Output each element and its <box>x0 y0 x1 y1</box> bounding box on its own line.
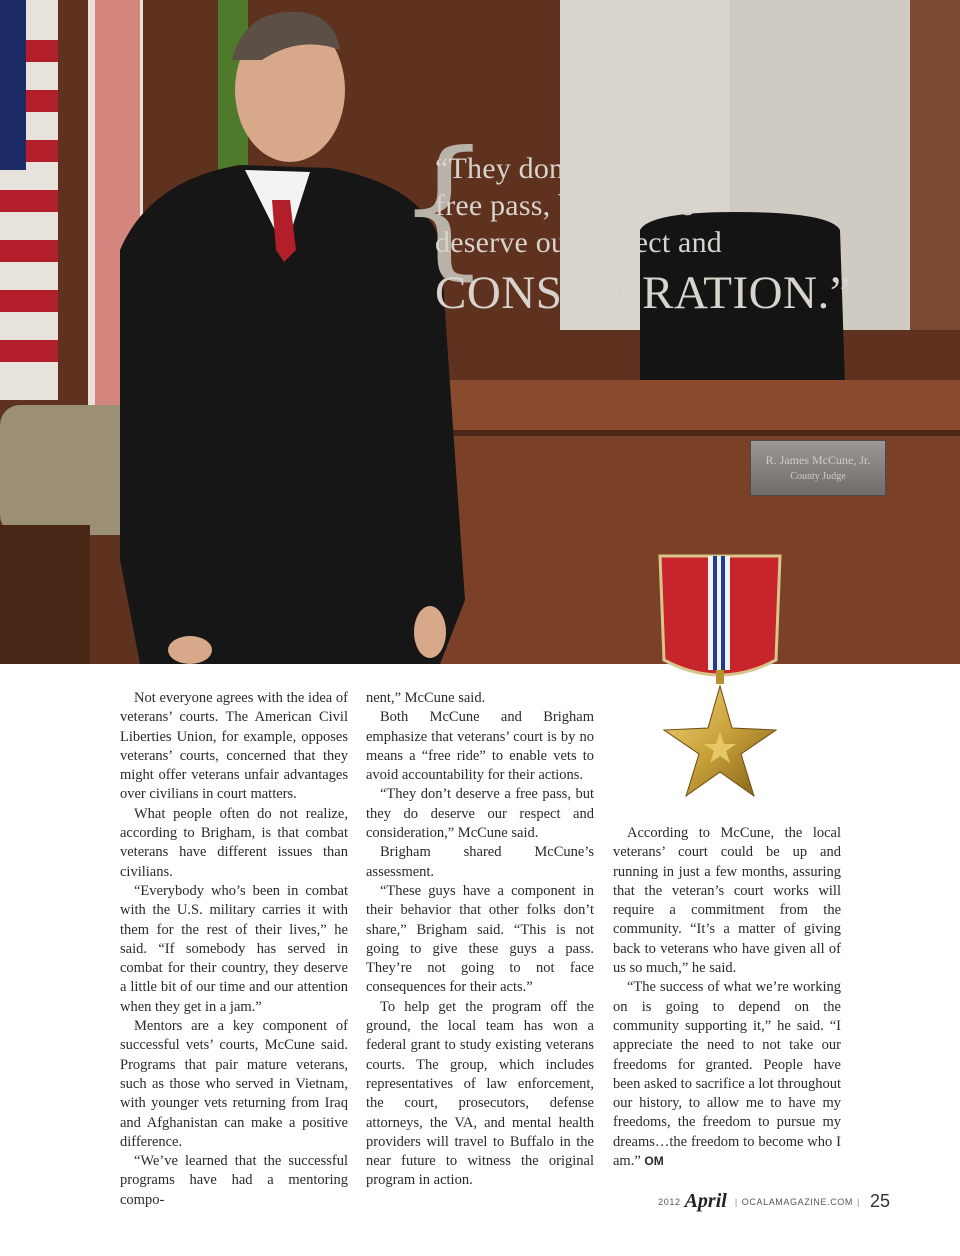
page-number: 25 <box>869 1191 890 1211</box>
paragraph: Both McCune and Brigham emphasize that veterans’ court is by no means a “free ride” to enable vets to avoid accountability for their actions. <box>366 709 594 784</box>
paragraph: “Everybody who’s been in combat with the U.S. military carries it with them for the rest of their lives,” he said. “If somebody has served in combat for their country, they deserve a little bit of our time and our attention when they get in a jam.” <box>120 882 348 1015</box>
paragraph: nent,” McCune said. <box>366 690 486 706</box>
pull-quote <box>435 150 905 321</box>
paragraph-text: “The success of what we’re working on is going to depend on the community supporting it,” he said. “I appreciate the need to not take our freedoms for granted. People have been asked to sacrifice a lot throughout our history, to allow me to have my freedoms, the freedom to pursue my dreams…the freedom to become who I am.” <box>613 979 841 1170</box>
end-mark: OM <box>644 1154 664 1169</box>
footer-year: 2012 <box>658 1196 681 1207</box>
bronze-star-medal-icon <box>648 550 793 810</box>
pull-quote-brace: { <box>396 120 492 294</box>
paragraph: Mentors are a key component of successful vets’ courts, McCune said. Programs that pair mature veterans, such as those who served in Vietnam, with younger vets returning from Iraq and Afghanistan can make a positive difference. <box>120 1018 348 1150</box>
nameplate-name: R. James McCune, Jr. <box>765 453 871 467</box>
paragraph: “These guys have a component in their behavior that other folks don’t share,” Brigham said. “This is not going to give these guys a pass. They’re not going to not face consequences for their acts.” <box>366 882 594 996</box>
paragraph: What people often do not realize, according to Brigham, is that combat veterans have different issues than civilians. <box>120 805 348 880</box>
paragraph: Not everyone agrees with the idea of veterans’ courts. The American Civil Liberties Union, for example, opposes veterans’ courts, concerned that they might offer veterans unfair advantages over civilians in court matters. <box>120 690 348 803</box>
paragraph: Brigham shared McCune’s assessment. <box>366 844 594 880</box>
nameplate-title: County Judge <box>790 471 846 482</box>
footer-separator: | <box>734 1196 738 1207</box>
pull-quote-emphasis: CONSIDERATION.” <box>435 267 852 319</box>
article-column-1 <box>120 689 348 1210</box>
judge-nameplate <box>750 440 886 496</box>
paragraph: “They don’t deserve a free pass, but they do deserve our respect and consideration,” McCune said. <box>366 786 594 842</box>
us-flag <box>0 0 58 400</box>
page-footer <box>658 1190 890 1213</box>
footer-separator: | <box>857 1196 860 1207</box>
paragraph <box>613 978 841 1171</box>
pull-quote-line: “They don’t deserve a <box>435 152 705 185</box>
footer-month: April <box>684 1190 727 1212</box>
article-column-2 <box>366 689 594 1191</box>
paragraph: “We’ve learned that the successful programs have had a mentoring compo- <box>120 1153 348 1208</box>
paragraph: To help get the program off the ground, the local team has won a federal grant to study existing veterans courts. The group, which includes representatives of law enforcement, the court, prosecutors, defense attorneys, the VA, and mental health providers will travel to Buffalo in the near future to witness the original program in action. <box>366 998 594 1189</box>
pull-quote-line: deserve our respect and <box>435 226 722 259</box>
pull-quote-line: free pass, but they do <box>435 189 696 222</box>
footer-site: OCALAMAGAZINE.COM <box>741 1196 854 1207</box>
article-column-3 <box>613 824 841 1171</box>
paragraph: According to McCune, the local veterans’ court could be up and running in just a few months, assuring that the veteran’s court works will require a commitment from the community. “It’s a matter of giving back to veterans who have given all of us so much,” he said. <box>613 825 841 977</box>
